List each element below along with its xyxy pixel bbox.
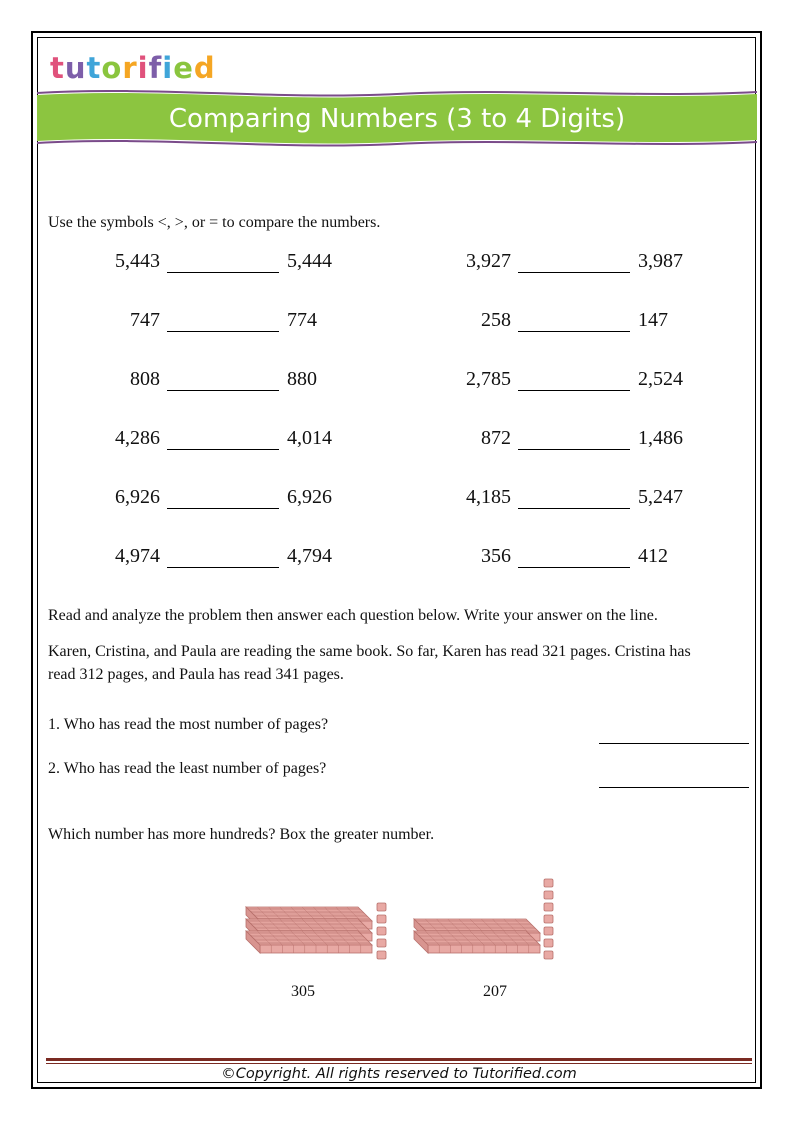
compare-left-number: 872 bbox=[481, 427, 511, 449]
compare-right-number: 5,444 bbox=[287, 250, 332, 272]
compare-right-number: 4,794 bbox=[287, 545, 332, 567]
answer-line-1[interactable] bbox=[599, 743, 749, 744]
compare-left-number: 6,926 bbox=[115, 486, 160, 508]
answer-line-2[interactable] bbox=[599, 787, 749, 788]
instructions: Use the symbols <, >, or = to compare the numbers. bbox=[48, 214, 381, 231]
logo-letter: i bbox=[137, 51, 149, 85]
compare-answer-blank[interactable] bbox=[518, 390, 630, 391]
logo-letter: f bbox=[148, 51, 163, 85]
compare-right-number: 1,486 bbox=[638, 427, 683, 449]
compare-right-number: 3,987 bbox=[638, 250, 683, 272]
compare-answer-blank[interactable] bbox=[518, 449, 630, 450]
compare-left-number: 5,443 bbox=[115, 250, 160, 272]
problem-intro: Read and analyze the problem then answer each question below. Write your answer on the line. bbox=[48, 607, 658, 624]
compare-right-number: 4,014 bbox=[287, 427, 332, 449]
compare-left-number: 4,286 bbox=[115, 427, 160, 449]
compare-answer-blank[interactable] bbox=[518, 272, 630, 273]
compare-left-number: 747 bbox=[130, 309, 160, 331]
logo-letter: i bbox=[162, 51, 174, 85]
compare-right-number: 147 bbox=[638, 309, 668, 331]
compare-right-number: 880 bbox=[287, 368, 317, 390]
copyright-notice: ©Copyright. All rights reserved to Tutorified.com bbox=[221, 1066, 577, 1082]
compare-answer-blank[interactable] bbox=[518, 331, 630, 332]
page-title: Comparing Numbers (3 to 4 Digits) bbox=[168, 104, 626, 134]
tutorified-logo bbox=[50, 48, 216, 88]
compare-left-number: 4,185 bbox=[466, 486, 511, 508]
problem-story-line-1: Karen, Cristina, and Paula are reading the same book. So far, Karen has read 321 pages. Cristina has bbox=[48, 643, 691, 660]
logo-letter: u bbox=[64, 51, 87, 85]
compare-right-number: 412 bbox=[638, 545, 668, 567]
compare-answer-blank[interactable] bbox=[167, 390, 279, 391]
logo-letter: t bbox=[86, 51, 102, 85]
compare-left-number: 2,785 bbox=[466, 368, 511, 390]
logo-letter: e bbox=[173, 51, 194, 85]
compare-left-number: 4,974 bbox=[115, 545, 160, 567]
compare-left-number: 808 bbox=[130, 368, 160, 390]
logo-letter: o bbox=[101, 51, 123, 85]
logo-letter: r bbox=[122, 51, 138, 85]
compare-answer-blank[interactable] bbox=[167, 449, 279, 450]
compare-left-number: 3,927 bbox=[466, 250, 511, 272]
compare-answer-blank[interactable] bbox=[167, 272, 279, 273]
question-1: 1. Who has read the most number of pages? bbox=[48, 716, 329, 733]
compare-answer-blank[interactable] bbox=[518, 567, 630, 568]
question-2: 2. Who has read the least number of pages? bbox=[48, 760, 327, 777]
blocks-prompt: Which number has more hundreds? Box the greater number. bbox=[48, 826, 435, 843]
compare-left-number: 258 bbox=[481, 309, 511, 331]
compare-right-number: 774 bbox=[287, 309, 317, 331]
problem-story-line-2: read 312 pages, and Paula has read 341 pages. bbox=[48, 666, 344, 683]
compare-left-number: 356 bbox=[481, 545, 511, 567]
compare-right-number: 2,524 bbox=[638, 368, 683, 390]
compare-answer-blank[interactable] bbox=[518, 508, 630, 509]
blocks-label-305[interactable]: 305 bbox=[291, 983, 315, 1000]
compare-right-number: 6,926 bbox=[287, 486, 332, 508]
compare-answer-blank[interactable] bbox=[167, 567, 279, 568]
logo-letter: t bbox=[50, 51, 65, 85]
compare-answer-blank[interactable] bbox=[167, 508, 279, 509]
compare-answer-blank[interactable] bbox=[167, 331, 279, 332]
compare-right-number: 5,247 bbox=[638, 486, 683, 508]
blocks-label-207[interactable]: 207 bbox=[483, 983, 507, 1000]
logo-letter: d bbox=[193, 51, 216, 85]
footer-rule bbox=[46, 1058, 752, 1061]
